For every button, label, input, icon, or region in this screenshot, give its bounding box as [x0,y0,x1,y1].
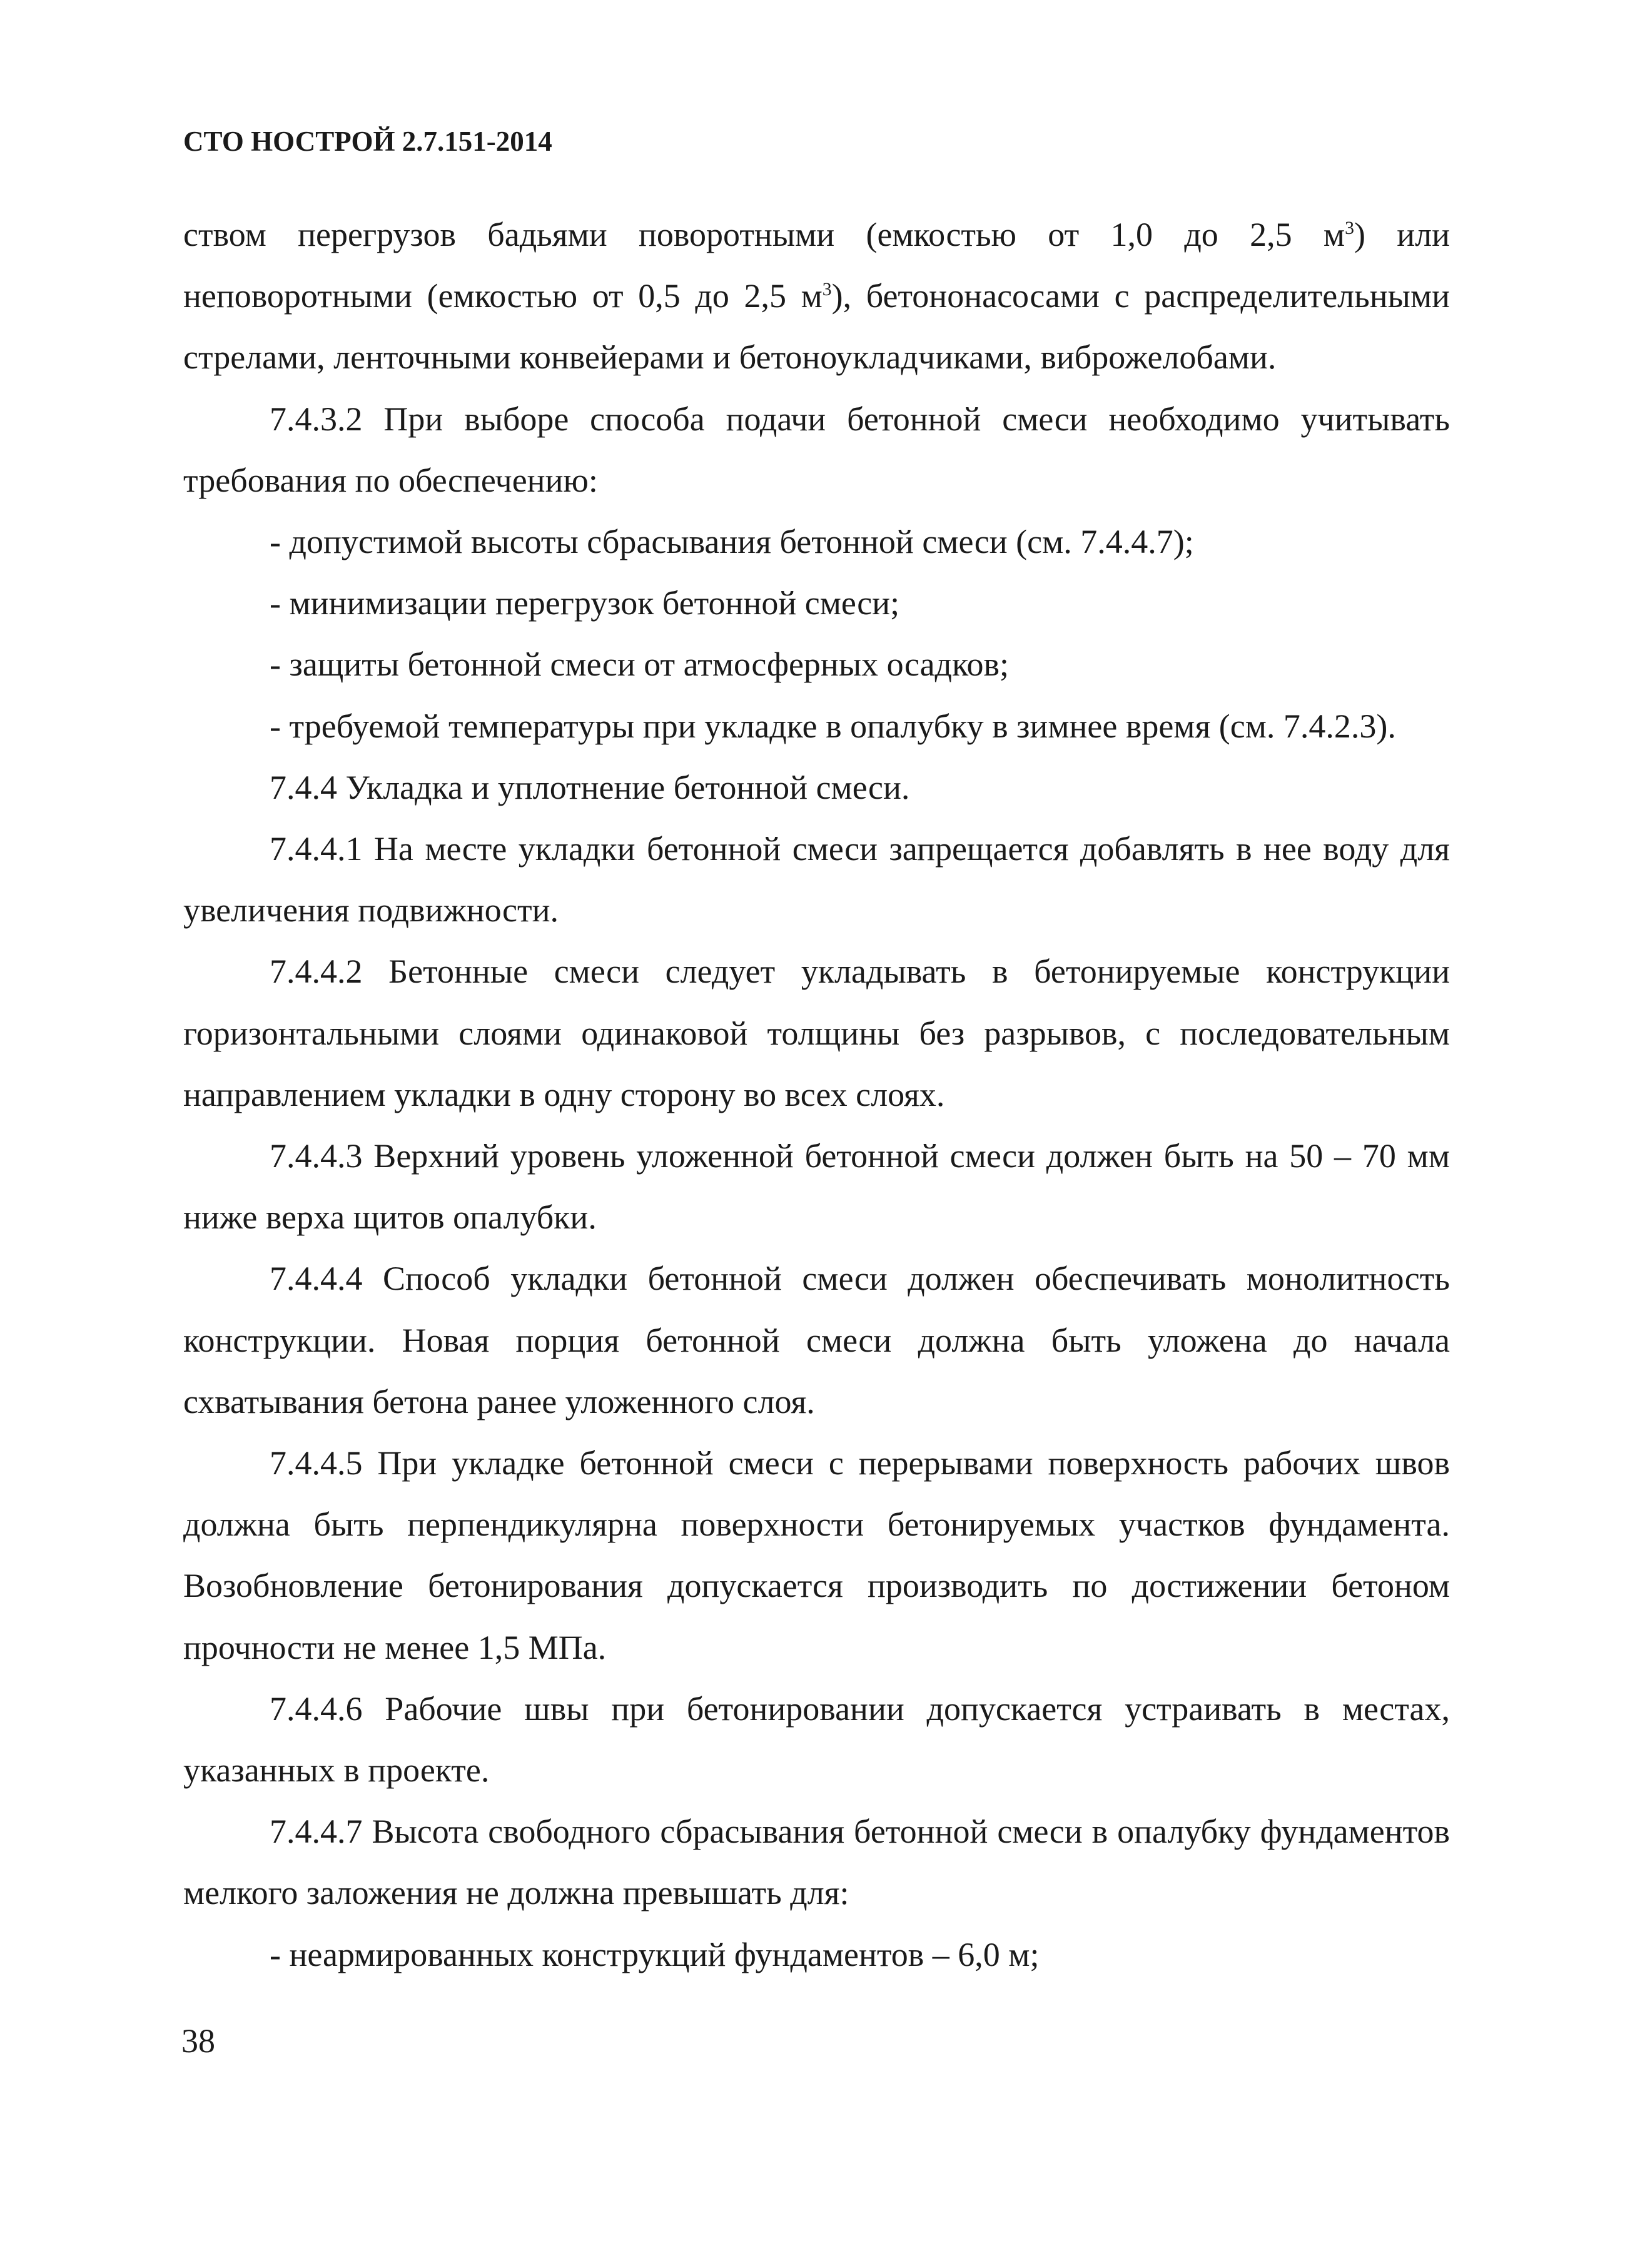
list-item: - минимизации перегрузок бетонной смеси; [270,584,900,622]
paragraph-7-4-4-2: 7.4.4.2 Бетонные смеси следует укладывать в бетонируемые конструкции горизонтальными слоями одинаковой толщины без разрывов, с последовательным направлением укладки в одну сторону во всех слоях. [183,953,1450,1113]
list-item: - неармированных конструкций фундаментов – 6,0 м; [270,1935,1040,1973]
paragraph-7-4-3-2: 7.4.3.2 При выборе способа подачи бетонной смеси необходимо учитывать требования по обеспечению: [183,400,1450,499]
paragraph-7-4-4-3: 7.4.4.3 Верхний уровень уложенной бетонной смеси должен быть на 50 – 70 мм ниже верха щитов опалубки. [183,1137,1450,1237]
paragraph-7-4-4-7: 7.4.4.7 Высота свободного сбрасывания бетонной смеси в опалубку фундаментов мелкого заложения не должна превышать для: [183,1813,1450,1912]
paragraph-continuation: ством перегрузов бадьями поворотными (емкостью от 1,0 до 2,5 $м^3$) или неповоротными (емкостью от 0,5 до 2,5 $м^3$), бетононасосами с распределительными стрелами, ленточными конвейерами и бетоноукладчиками, виброжелобами. [183,216,1450,377]
paragraph-7-4-4-4: 7.4.4.4 Способ укладки бетонной смеси должен обеспечивать монолитность конструкции. Новая порция бетонной смеси должна быть уложена до начала схватывания бетона ранее уложенного слоя. [183,1260,1450,1420]
list-item: - допустимой высоты сбрасывания бетонной смеси (см. 7.4.4.7); [270,523,1194,561]
list-item: - требуемой температуры при укладке в опалубку в зимнее время (см. 7.4.2.3). [270,707,1396,745]
document-body [183,204,1450,1985]
paragraph-7-4-4-5: 7.4.4.5 При укладке бетонной смеси с перерывами поверхность рабочих швов должна быть перпендикулярна поверхности бетонируемых участков фундамента. Возобновление бетонирования допускается производить по достижении бетоном прочности не менее 1,5 МПа. [183,1444,1450,1666]
superscript: 3 [1345,218,1354,238]
list-item: - защиты бетонной смеси от атмосферных осадков; [270,645,1010,684]
superscript: 3 [822,280,832,300]
page-number: 38 [181,2022,215,2060]
paragraph-7-4-4-6: 7.4.4.6 Рабочие швы при бетонировании допускается устраивать в местах, указанных в проекте. [183,1689,1450,1790]
paragraph-7-4-4-1: 7.4.4.1 На месте укладки бетонной смеси запрещается добавлять в нее воду для увеличения подвижности. [183,830,1450,929]
section-heading-7-4-4: 7.4.4 Укладка и уплотнение бетонной смеси. [270,768,910,806]
document-header: СТО НОСТРОЙ 2.7.151-2014 [183,126,552,157]
